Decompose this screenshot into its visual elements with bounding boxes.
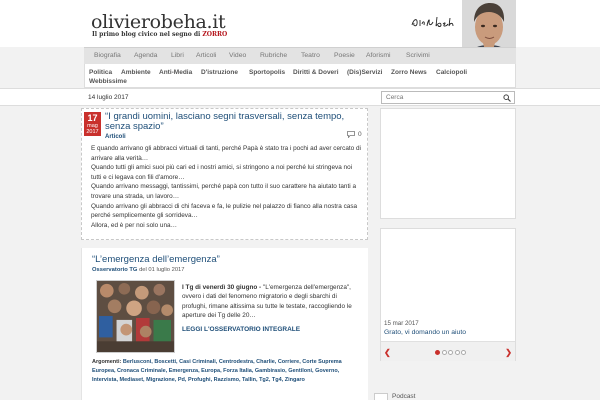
- next-arrow-icon[interactable]: ❯: [505, 348, 512, 357]
- post-meta: [92, 267, 185, 273]
- slider-dots: [435, 350, 468, 357]
- slide-date: 15 mar 2017: [384, 320, 419, 327]
- site-header: [0, 0, 600, 47]
- nav-item-scrivimi[interactable]: Scrivimi: [406, 52, 430, 59]
- tagline-text: Il primo blog civico nel segno di: [92, 31, 203, 38]
- excerpt-line: Quando arrivano gli abbracci di chi faceva e fa, le pulizie nel palazzo di fianco alla nostra casa: [91, 202, 358, 210]
- post-excerpt: [182, 283, 362, 321]
- tags-list[interactable]: Berlusconi, Boscetti, Casi Criminali, Centrodestra, Charlie, Corriere, Corte Suprema Europea, Cronaca Criminale, Emergenza, Europa, Forza Italia, Gambirasio, Gentiloni, Governo, Intervista, Mediaset, Migrazione, Pd, Profughi, Razzismo, Tallin, Tg2, Tg4, Zingaro: [92, 359, 342, 384]
- nav-item-calciopoli[interactable]: Calciopoli: [436, 69, 468, 76]
- nav-item-zorro-news[interactable]: Zorro News: [391, 69, 427, 76]
- site-logo[interactable]: olivierobeha.it: [91, 11, 226, 33]
- tags-label: Argomenti:: [92, 359, 122, 365]
- date-bar: [0, 88, 600, 106]
- slide-title[interactable]: Grato, vi domando un aiuto: [384, 329, 466, 336]
- post-tags: [92, 358, 364, 386]
- slider-dot[interactable]: [442, 350, 447, 355]
- post-category[interactable]: Osservatorio TG: [92, 267, 138, 273]
- excerpt-line: trovare una strada, un lavoro…: [91, 192, 180, 200]
- search-input[interactable]: [382, 92, 500, 103]
- sidebar-ad-box: [380, 108, 516, 219]
- featured-slider: [380, 228, 516, 361]
- podcast-icon[interactable]: [374, 393, 388, 400]
- slider-controls: [381, 341, 515, 361]
- nav-item-libri[interactable]: Libri: [171, 52, 184, 59]
- nav-item-anti-media[interactable]: Anti-Media: [159, 69, 193, 76]
- excerpt-line: Allora, ed è per noi solo una…: [91, 221, 177, 229]
- comment-icon[interactable]: [347, 131, 355, 138]
- slider-dot[interactable]: [448, 350, 453, 355]
- post-excerpt: [91, 144, 361, 230]
- nav-item-poesie[interactable]: Poesie: [334, 52, 355, 59]
- excerpt-body: "L'emergenza dell'emergenza", ovvero i dati del fenomeno migratorio e degli sbarchi di profughi, rimane altissima su tutte le testate, raccogliendo le aperture dei Tg delle 20…: [182, 284, 352, 320]
- nav-item-teatro[interactable]: Teatro: [301, 52, 320, 59]
- current-date: 14 luglio 2017: [88, 94, 129, 101]
- post-title[interactable]: “L’emergenza dell’emergenza”: [92, 254, 220, 265]
- badge-year: 2017: [86, 129, 99, 135]
- post-category[interactable]: Articoli: [105, 134, 126, 140]
- signature-image: [410, 14, 458, 30]
- nav-item-agenda[interactable]: Agenda: [134, 52, 158, 59]
- nav-item-distruzione[interactable]: D'istruzione: [201, 69, 238, 76]
- slider-dot[interactable]: [461, 350, 466, 355]
- comment-count[interactable]: 0: [358, 131, 362, 138]
- excerpt-line: tutti e ci legava con fili d'amore…: [91, 173, 185, 181]
- nav-item-webbissime[interactable]: Webbissime: [89, 78, 127, 85]
- search-box: [381, 91, 515, 104]
- nav-item-rubriche[interactable]: Rubriche: [260, 52, 288, 59]
- nav-item-video[interactable]: Video: [229, 52, 247, 59]
- search-icon[interactable]: [503, 94, 511, 102]
- secondary-nav: [84, 64, 516, 88]
- prev-arrow-icon[interactable]: ❮: [384, 348, 391, 357]
- slider-dot[interactable]: [455, 350, 460, 355]
- nav-item-biografia[interactable]: Biografia: [94, 52, 121, 59]
- nav-item-ambiente[interactable]: Ambiente: [121, 69, 151, 76]
- post-date: del 01 luglio 2017: [139, 267, 185, 273]
- nav-item-articoli[interactable]: Articoli: [196, 52, 217, 59]
- nav-item-aforismi[interactable]: Aforismi: [366, 52, 391, 59]
- site-tagline: [92, 31, 227, 38]
- nav-item-disservizi[interactable]: (Dis)Servizi: [347, 69, 383, 76]
- post-card: [81, 248, 368, 400]
- tagline-zorro: ZORRO: [202, 31, 228, 38]
- badge-day: 17: [87, 113, 98, 123]
- post-thumbnail[interactable]: [96, 280, 175, 353]
- post-card: [81, 108, 368, 240]
- nav-item-sportopolis[interactable]: Sportopolis: [249, 69, 286, 76]
- nav-item-diritti-doveri[interactable]: Diritti & Doveri: [293, 69, 339, 76]
- excerpt-lead: I Tg di venerdì 30 giugno -: [182, 284, 262, 291]
- nav-item-politica[interactable]: Politica: [89, 69, 113, 76]
- excerpt-line: perché semplicemente gli sorrideva…: [91, 212, 198, 220]
- excerpt-line: Quando arrivano messaggi, tantissimi, perché papà con tutto il suo carattere ha aiutato tanti a: [91, 183, 357, 191]
- excerpt-line: arrivare alla verità…: [91, 154, 149, 162]
- post-title[interactable]: “I grandi uomini, lasciano segni trasversali, senza tempo, senza spazio”: [105, 111, 345, 132]
- excerpt-line: Quando tutti gli amici suoi più cari ed i nostri amici, si stringono a noi perché lui stringeva noi: [91, 164, 353, 172]
- bottom-widget-label[interactable]: Podcast: [392, 393, 416, 400]
- slider-dot[interactable]: [435, 350, 440, 355]
- primary-nav: [84, 47, 516, 64]
- excerpt-line: E quando arrivano gli abbracci virtuali di tanti, perché Papà è stato tra i pochi ad aver cercato di: [91, 145, 361, 152]
- post-date-badge: [84, 112, 101, 136]
- badge-month: mag: [87, 123, 98, 129]
- read-more-link[interactable]: LEGGI L'OSSERVATORIO INTEGRALE: [182, 326, 301, 333]
